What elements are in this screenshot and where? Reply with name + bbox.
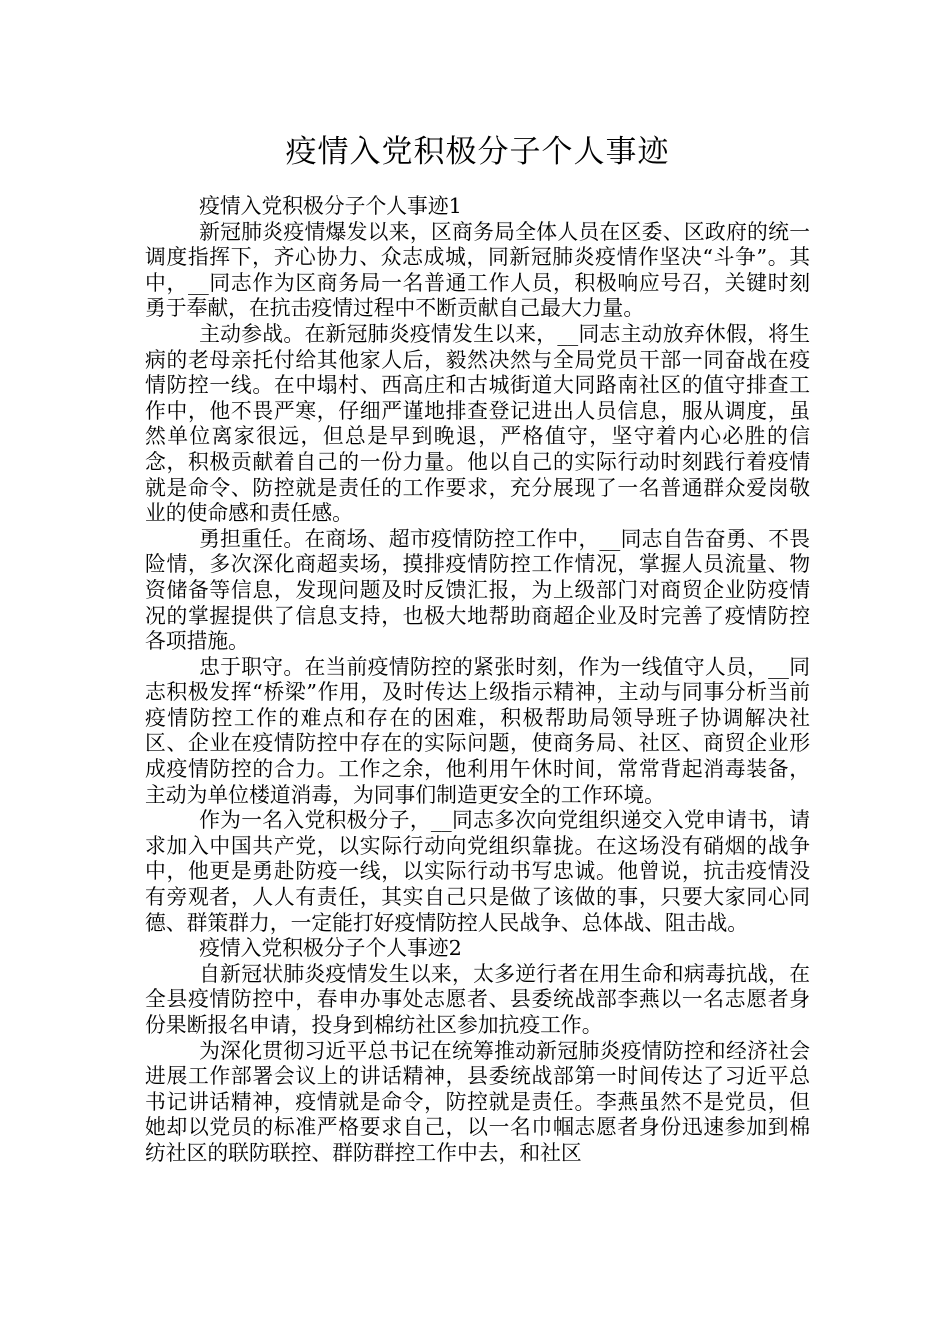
paragraph: 勇担重任。在商场、超市疫情防控工作中，__同志自告奋勇、不畏险情，多次深化商超卖场，摸排疫情防控工作情况，掌握人员流量、物资储备等信息，发现问题及时反馈汇报，为上级部门对商贸企业防疫情况的掌握提供了信息支持，也极大地帮助商超企业及时完善了疫情防控各项措施。: [145, 526, 810, 654]
paragraph: 为深化贯彻习近平总书记在统筹推动新冠肺炎疫情防控和经济社会进展工作部署会议上的讲话精神，县委统战部第一时间传达了习近平总书记讲话精神，疫情就是命令，防控就是责任。李燕虽然不是党员，但她却以党员的标准严格要求自己，以一名巾帼志愿者身份迅速参加到棉纺社区的联防联控、群防群控工作中去，和社区: [145, 1038, 810, 1165]
paragraph: 作为一名入党积极分子，__同志多次向党组织递交入党申请书，请求加入中国共产党，以实际行动向党组织靠拢。在这场没有硝烟的战争中，他更是勇赴防疫一线，以实际行动书写忠诚。他曾说，抗击疫情没有旁观者，人人有责任，其实自己只是做了该做的事，只要大家同心同德、群策群力，一定能打好疫情防控人民战争、总体战、阻击战。: [145, 808, 810, 935]
document-page: [145, 0, 810, 1167]
paragraph: 主动参战。在新冠肺炎疫情发生以来，__同志主动放弃休假，将生病的老母亲托付给其他家人后，毅然决然与全局党员干部一同奋战在疫情防控一线。在中塌村、西高庄和古城街道大同路南社区的值守排查工作中，他不畏严寒，仔细严谨地排查登记进出人员信息，服从调度，虽然单位离家很远，但总是早到晚退，严格值守，坚守着内心必胜的信念，积极贡献着自己的一份力量。他以自己的实际行动时刻践行着疫情就是命令、防控就是责任的工作要求，充分展现了一名普通群众爱岗敬业的使命感和责任感。: [145, 321, 810, 526]
document-body: [145, 194, 810, 1167]
paragraph: 新冠肺炎疫情爆发以来，区商务局全体人员在区委、区政府的统一调度指挥下，齐心协力、众志成城，同新冠肺炎疫情作坚决“斗争”。其中，__同志作为区商务局一名普通工作人员，积极响应号召，关键时刻勇于奉献，在抗击疫情过程中不断贡献自己最大力量。: [145, 219, 810, 321]
document-title: 疫情入党积极分子个人事迹: [285, 134, 670, 170]
paragraph: 忠于职守。在当前疫情防控的紧张时刻，作为一线值守人员，__同志积极发挥“桥梁”作用，及时传达上级指示精神，主动与同事分析当前疫情防控工作的难点和存在的困难，积极帮助局领导班子协调解决社区、企业在疫情防控中存在的实际问题，使商务局、社区、商贸企业形成疫情防控的合力。工作之余，他利用午休时间，常常背起消毒装备，主动为单位楼道消毒，为同事们制造更安全的工作环境。: [145, 654, 810, 807]
section-heading-2: 疫情入党积极分子个人事迹2: [199, 936, 462, 961]
section-heading-1: 疫情入党积极分子个人事迹1: [199, 194, 462, 218]
paragraph: 自新冠状肺炎疫情发生以来，太多逆行者在用生命和病毒抗战，在全县疫情防控中，春申办事处志愿者、县委统战部李燕以一名志愿者身份果断报名申请，投身到棉纺社区参加抗疫工作。: [145, 961, 810, 1037]
